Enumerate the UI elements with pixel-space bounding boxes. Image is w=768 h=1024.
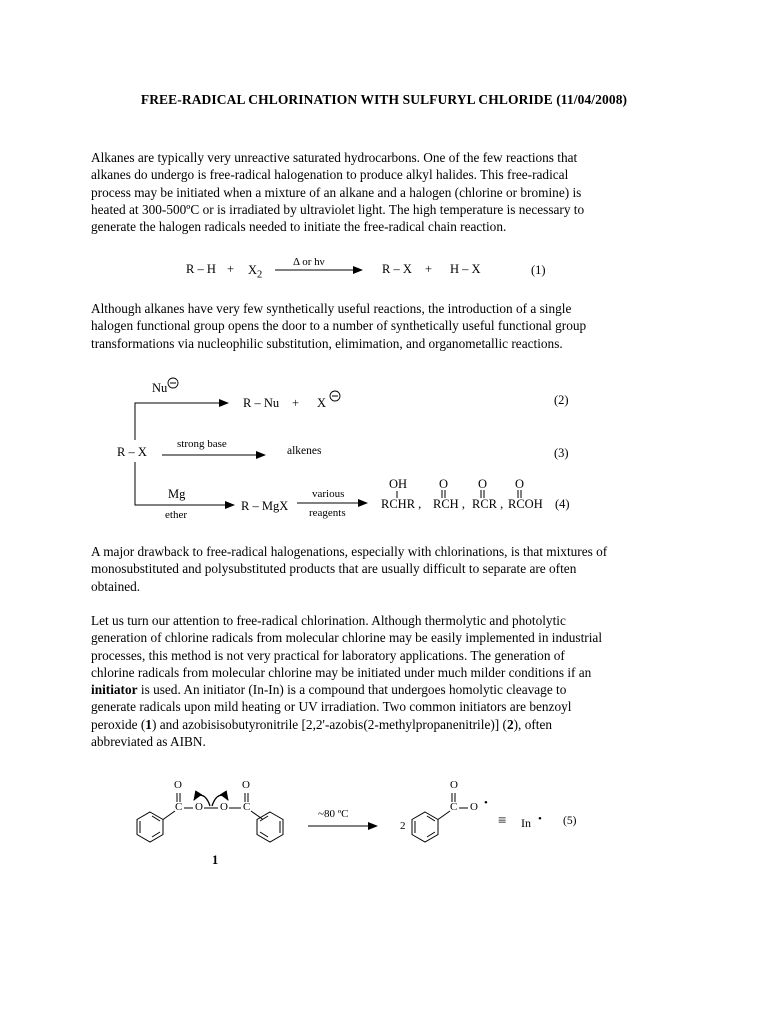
- text-line: heated at 300-500ºC or is irradiated by ultraviolet light. The high temperature is necessary to: [91, 201, 585, 217]
- carbonyl-c-right: C: [243, 801, 251, 813]
- compound-label-1: 1: [212, 853, 219, 867]
- alcohol-oh: OH: [389, 477, 408, 491]
- text-line: A major drawback to free-radical halogenations, especially with chlorinations, is that mixtures of: [91, 544, 608, 559]
- eq1-plus-2: +: [425, 262, 433, 276]
- eq1-number: (1): [531, 263, 546, 277]
- alcohol-rchr: RCHR ,: [381, 497, 422, 511]
- text-fragment: ), often: [513, 716, 553, 732]
- eq1-product-rx: R – X: [382, 262, 412, 276]
- carbonyl-o-left: O: [174, 779, 182, 791]
- eq5-number: (5): [563, 815, 577, 827]
- text-line: generation of chlorine radicals from molecular chlorine may be easily implemented in industrial: [91, 630, 603, 646]
- text-line: abbreviated as AIBN.: [91, 734, 206, 750]
- mg-reagent: Mg: [168, 487, 186, 501]
- eq2-plus: +: [292, 396, 300, 410]
- ketone-o: O: [478, 477, 488, 491]
- initiator-sentence: is used. An initiator (In-In) is a compound that undergoes homolytic cleavage to: [137, 682, 567, 698]
- peroxide-o-2: O: [220, 801, 228, 813]
- eq1-x-subscript: 2: [257, 269, 263, 281]
- benzene-ring-right: [257, 812, 283, 842]
- text-line: alkanes do undergo is free-radical halogenation to produce alkyl halides. This free-radical: [91, 167, 569, 183]
- page-title: FREE-RADICAL CHLORINATION WITH SULFURYL CHLORIDE (11/04/2008): [140, 92, 628, 107]
- nucleophile-label: Nu: [152, 381, 168, 395]
- text-line: processes, this method is not very practical for laboratory applications. The generation of: [91, 647, 565, 663]
- alkenes-product: alkenes: [287, 445, 322, 457]
- bond-ring-to-carbonyl-left: [163, 811, 175, 820]
- alkyl-halide-rx: R – X: [117, 445, 147, 459]
- text-fragment: peroxide (: [91, 716, 146, 732]
- grignard-r-mgx: R – MgX: [241, 499, 289, 513]
- branch-up-connector: [135, 403, 228, 440]
- product-r-nu: R – Nu: [243, 396, 280, 410]
- eq1-product-hx: H – X: [450, 262, 481, 276]
- eq1-plus: +: [227, 262, 235, 276]
- text-line: halogen functional group opens the door to a number of synthetically useful functional group: [91, 318, 587, 334]
- eq2-number: (2): [554, 393, 569, 407]
- text-line: generate the halogen radicals needed to initiate the free-radical chain reaction.: [91, 219, 507, 235]
- eq1-reactant-rh: R – H: [186, 262, 216, 276]
- carbonyl-o-right: O: [242, 779, 250, 791]
- branch-down-connector: [135, 462, 234, 505]
- product-radical-o: O: [470, 801, 478, 813]
- ether-solvent: ether: [165, 509, 187, 521]
- initiator-radical-dot: •: [538, 813, 542, 825]
- equivalence-sign: ≡: [498, 813, 507, 829]
- text-line: transformations via nucleophilic substitution, elimimation, and organometallic reactions.: [91, 335, 563, 351]
- nucleophile-charge-icon: [168, 378, 178, 388]
- acid-o: O: [515, 477, 525, 491]
- strong-base-label: strong base: [177, 438, 227, 450]
- electron-push-arrow-left: [194, 795, 210, 806]
- eq1-x: X: [248, 263, 258, 277]
- text-line: monosubstituted and polysubstituted products that are usually difficult to separate are often: [91, 561, 577, 577]
- eq3-number: (3): [554, 446, 569, 460]
- text-line: generate radicals upon mild heating or UV irradiation. Two common initiators are benzoyl: [91, 699, 572, 715]
- acid-rcoh: RCOH: [508, 497, 543, 511]
- eq4-number: (4): [555, 497, 570, 511]
- reagents-label: reagents: [309, 507, 346, 519]
- text-line: chlorine radicals from molecular chlorine may be initiated under much milder conditions if an: [91, 664, 592, 680]
- product-carbonyl-o: O: [450, 779, 458, 791]
- text-line: Let us turn our attention to free-radical chlorination. Although thermolytic and photolytic: [91, 613, 566, 628]
- carbonyl-c-left: C: [175, 801, 183, 813]
- text-line: Although alkanes have very few synthetically useful reactions, the introduction of a single: [91, 301, 572, 316]
- compound-ref-1: 1: [145, 716, 152, 732]
- text-line: process may be initiated when a mixture of an alkane and a halogen (chlorine or bromine) is: [91, 184, 582, 200]
- peroxide-o-1: O: [195, 801, 203, 813]
- bond-carbonyl-to-ring-right: [251, 811, 263, 820]
- eq1-conditions: Δ or hν: [293, 256, 325, 268]
- text-line: Alkanes are typically very unreactive saturated hydrocarbons. One of the few reactions that: [91, 150, 578, 165]
- various-label: various: [312, 488, 345, 500]
- halide-charge-icon: [330, 391, 340, 401]
- product-carbonyl-c: C: [450, 801, 458, 813]
- temperature-condition: ~80 ºC: [318, 808, 349, 820]
- text-line: obtained.: [91, 578, 141, 594]
- halide-ion: X: [317, 396, 327, 410]
- benzene-ring-left: [137, 812, 163, 842]
- initiator-radical: In: [521, 816, 531, 830]
- electron-push-arrow-right: [212, 795, 228, 806]
- initiator-term: initiator: [91, 682, 138, 698]
- ketone-rcr: RCR ,: [472, 497, 504, 511]
- benzene-ring-product: [412, 812, 438, 842]
- aldehyde-rch: RCH ,: [433, 497, 465, 511]
- product-bond-ring-to-carbonyl: [438, 811, 450, 820]
- radical-dot: •: [484, 797, 488, 809]
- aldehyde-o: O: [439, 477, 449, 491]
- text-fragment: ) and azobisisobutyronitrile [2,2'-azobis(2-methylpropanenitrile)] (: [151, 716, 507, 732]
- compound-ref-2: 2: [506, 716, 514, 732]
- stoich-coefficient: 2: [400, 820, 406, 832]
